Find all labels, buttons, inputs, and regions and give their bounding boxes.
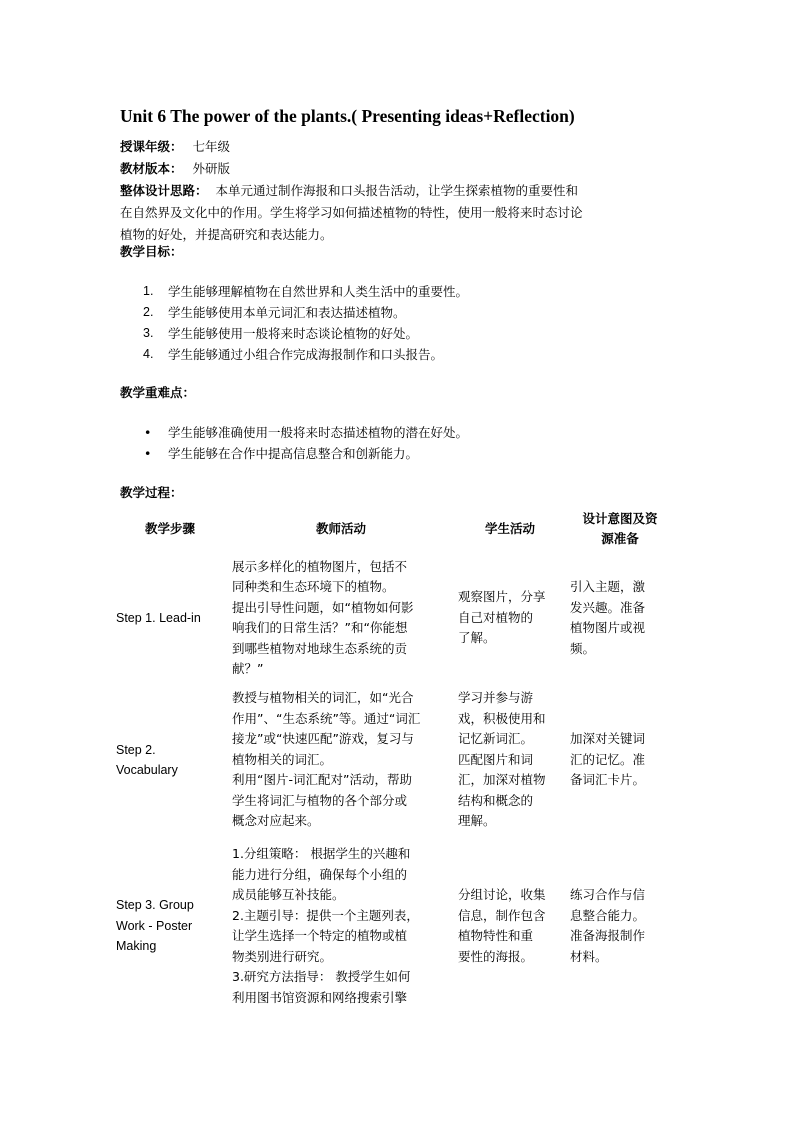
- cell-line: 学习并参与游: [458, 690, 534, 706]
- student-activity-cell: [454, 684, 566, 836]
- teacher-activity-cell: [228, 684, 454, 836]
- header-intent: 设计意图及资 源准备: [582, 511, 658, 546]
- cell-line: 展示多样化的植物图片，包括不: [232, 558, 408, 574]
- cell-line: 献？”: [232, 661, 264, 676]
- cell-line: Step 1. Lead-in: [116, 610, 201, 625]
- cell-line: 学生将词汇与植物的各个部分或: [232, 792, 408, 808]
- design-line-1: 本单元通过制作海报和口头报告活动，让学生探索植物的重要性和: [215, 183, 579, 198]
- cell-line: 概念对应起来。: [232, 813, 320, 829]
- cell-line: 加深对关键词: [570, 731, 646, 747]
- cell-line: 到哪些植物对地球生态系统的贡: [232, 640, 408, 656]
- design-intent-cell: [566, 684, 674, 836]
- cell-line: 了解。: [458, 630, 496, 646]
- meta-design: [120, 180, 680, 246]
- cell-line: Step 2.: [116, 742, 156, 757]
- cell-line: 让学生选择一个特定的植物或植: [232, 928, 408, 943]
- cell-line: 接龙”或“快速匹配”游戏，复习与: [232, 731, 414, 747]
- student-activity-cell: [454, 836, 566, 1016]
- step-cell: [112, 836, 228, 1016]
- cell-line: 汇的记忆。准: [570, 751, 646, 767]
- header-student: 学生活动: [484, 521, 535, 536]
- header-teacher: 教师活动: [315, 521, 366, 536]
- grade-label: 授课年级：: [120, 139, 183, 154]
- table-header-row: [112, 506, 674, 552]
- cell-line: 戏，积极使用和: [458, 710, 546, 726]
- cell-line: 响我们的日常生活？”和“你能想: [232, 620, 408, 635]
- grade-value: 七年级: [192, 139, 231, 154]
- table-row: [112, 836, 674, 1016]
- cell-line: 能力进行分组，确保每个小组的: [232, 866, 408, 882]
- cell-line: 发兴趣。准备: [570, 599, 646, 615]
- cell-line: 植物特性和重: [458, 928, 534, 943]
- process-heading: 教学过程：: [120, 485, 183, 500]
- cell-line: 利用“图片-词汇配对”活动，帮助: [232, 772, 412, 788]
- table-row: [112, 552, 674, 684]
- student-activity-cell: [454, 552, 566, 684]
- cell-line: Making: [116, 939, 157, 954]
- cell-line: 作用”、“生态系统”等。通过“词汇: [232, 710, 421, 726]
- objectives-list: [140, 281, 468, 365]
- edition-value: 外研版: [192, 161, 231, 176]
- cell-line: 观察图片，分享: [458, 589, 546, 605]
- teacher-activity-cell: [228, 836, 454, 1016]
- cell-line: 分组讨论，收集: [458, 887, 546, 902]
- cell-line: 3.研究方法指导： 教授学生如何: [232, 969, 411, 984]
- design-intent-cell: [566, 552, 674, 684]
- teacher-activity-cell: [228, 552, 454, 684]
- header-step: 教学步骤: [144, 522, 195, 536]
- objective-item: 4. 学生能够通过小组合作完成海报制作和口头报告。: [143, 347, 444, 362]
- cell-line: Step 3. Group: [116, 898, 194, 913]
- cell-line: 利用图书馆资源和网络搜索引擎: [232, 989, 408, 1005]
- cell-line: Work - Poster: [116, 918, 193, 933]
- cell-line: 结构和概念的: [458, 792, 534, 808]
- document-title: Unit 6 The power of the plants.( Presenting ideas+Reflection): [120, 106, 575, 126]
- design-line-3: 植物的好处，并提高研究和表达能力。: [120, 227, 333, 242]
- design-intent-cell: [566, 836, 674, 1016]
- teaching-process-table: [112, 506, 674, 1016]
- table-row: [112, 684, 674, 836]
- cell-line: 1.分组策略： 根据学生的兴趣和: [232, 846, 411, 861]
- cell-line: 成员能够互补技能。: [232, 887, 345, 902]
- cell-line: 要性的海报。: [458, 948, 534, 964]
- cell-line: 记忆新词汇。: [458, 731, 534, 747]
- cell-line: 准备海报制作: [570, 928, 646, 943]
- key-points-heading: 教学重难点：: [120, 385, 196, 400]
- cell-line: 2.主题引导：提供一个主题列表，: [232, 907, 419, 923]
- key-point-item: • 学生能够准确使用一般将来时态描述植物的潜在好处。: [144, 425, 469, 440]
- cell-line: 同种类和生态环境下的植物。: [232, 579, 395, 594]
- step-cell: [112, 552, 228, 684]
- cell-line: 植物图片或视: [570, 620, 646, 635]
- cell-line: 植物相关的词汇。: [232, 751, 333, 767]
- cell-line: 频。: [570, 640, 596, 656]
- cell-line: 练习合作与信: [570, 887, 646, 902]
- cell-line: 提出引导性问题，如“植物如何影: [232, 599, 414, 615]
- cell-line: 备词汇卡片。: [570, 772, 646, 788]
- cell-line: 理解。: [458, 813, 496, 829]
- objectives-heading: 教学目标：: [120, 244, 183, 259]
- cell-line: 教授与植物相关的词汇，如“光合: [232, 690, 414, 706]
- meta-edition: [120, 158, 680, 180]
- objective-item: 1. 学生能够理解植物在自然世界和人类生活中的重要性。: [143, 284, 469, 299]
- meta-grade: [120, 136, 680, 158]
- objective-item: 3. 学生能够使用一般将来时态谈论植物的好处。: [143, 326, 419, 341]
- key-points-list: [140, 422, 468, 464]
- objective-item: 2. 学生能够使用本单元词汇和表达描述植物。: [143, 305, 406, 320]
- cell-line: 引入主题，激: [570, 579, 646, 594]
- step-cell: [112, 684, 228, 836]
- cell-line: 材料。: [570, 948, 608, 964]
- cell-line: 物类别进行研究。: [232, 948, 333, 964]
- edition-label: 教材版本：: [120, 161, 183, 176]
- cell-line: 息整合能力。: [570, 907, 646, 923]
- cell-line: Vocabulary: [116, 763, 178, 777]
- cell-line: 信息，制作包含: [458, 907, 546, 923]
- design-line-2: 在自然界及文化中的作用。学生将学习如何描述植物的特性，使用一般将来时态讨论: [120, 205, 583, 220]
- cell-line: 匹配图片和词: [458, 751, 534, 767]
- cell-line: 汇，加深对植物: [458, 772, 546, 788]
- cell-line: 自己对植物的: [458, 609, 534, 625]
- design-label: 整体设计思路：: [120, 183, 208, 198]
- key-point-item: • 学生能够在合作中提高信息整合和创新能力。: [144, 446, 419, 461]
